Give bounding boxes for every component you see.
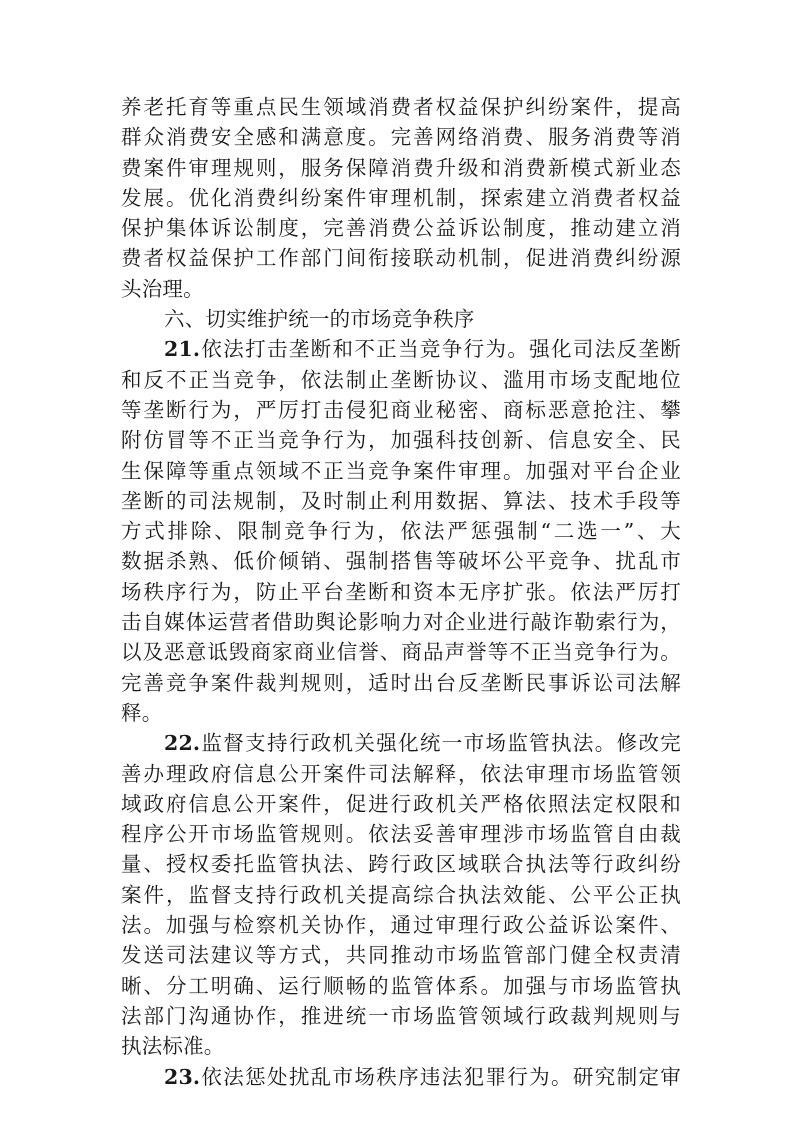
paragraph-line: 发送司法建议等方式，共同推动市场监管部门健全权责清 [121, 943, 681, 968]
document-body [121, 92, 681, 1092]
item-number: 22. [164, 731, 201, 756]
paragraph-line: 发展。优化消费纠纷案件审理机制，探索建立消费者权益 [121, 185, 681, 210]
paragraph-line: 量、授权委托监管执法、跨行政区域联合执法等行政纠纷 [121, 852, 681, 877]
paragraph-line: 数据杀熟、低价倾销、强制搭售等破坏公平竞争、扰乱市 [121, 549, 681, 574]
item-21-first-line [121, 334, 681, 364]
item-title: 监督支持行政机关强化统一市场监管执法。修改完 [200, 731, 681, 756]
paragraph-line: 方式排除、限制竞争行为，依法严惩强制“二选一”、大 [121, 519, 681, 544]
paragraph-line: 击自媒体运营者借助舆论影响力对企业进行敲诈勒索行为， [121, 610, 681, 635]
paragraph-line: 头治理。 [121, 276, 204, 301]
paragraph-line: 和反不正当竞争，依法制止垄断协议、滥用市场支配地位 [121, 367, 681, 392]
paragraph-line: 完善竞争案件裁判规则，适时出台反垄断民事诉讼司法解 [121, 670, 681, 695]
paragraph-line: 程序公开市场监管规则。依法妥善审理涉市场监管自由裁 [121, 822, 681, 847]
section-heading: 六、切实维护统一的市场竞争秩序 [164, 307, 475, 332]
paragraph-line: 晰、分工明确、运行顺畅的监管体系。加强与市场监管执 [121, 973, 681, 998]
item-title: 依法惩处扰乱市场秩序违法犯罪行为。研究制定审 [200, 1064, 681, 1089]
paragraph-line: 垄断的司法规制，及时制止利用数据、算法、技术手段等 [121, 488, 681, 513]
item-22-first-line [121, 728, 681, 758]
paragraph-line: 场秩序行为，防止平台垄断和资本无序扩张。依法严厉打 [121, 579, 681, 604]
paragraph-line: 生保障等重点领域不正当竞争案件审理。加强对平台企业 [121, 458, 681, 483]
paragraph-line: 执法标准。 [121, 1034, 225, 1059]
paragraph-line: 以及恶意诋毁商家商业信誉、商品声誉等不正当竞争行为。 [121, 640, 681, 665]
paragraph-line: 法。加强与检察机关协作，通过审理行政公益诉讼案件、 [121, 913, 681, 938]
item-title: 依法打击垄断和不正当竞争行为。强化司法反垄断 [200, 337, 681, 362]
paragraph-line: 群众消费安全感和满意度。完善网络消费、服务消费等消 [121, 125, 681, 150]
item-23-first-line [121, 1062, 681, 1092]
paragraph-line: 保护集体诉讼制度，完善消费公益诉讼制度，推动建立消 [121, 216, 681, 241]
paragraph-line: 释。 [121, 700, 163, 725]
item-number: 23. [164, 1064, 201, 1089]
paragraph-line: 费案件审理规则，服务保障消费升级和消费新模式新业态 [121, 155, 681, 180]
item-number: 21. [164, 337, 201, 362]
paragraph-line: 附仿冒等不正当竞争行为，加强科技创新、信息安全、民 [121, 428, 681, 453]
paragraph-line: 域政府信息公开案件，促进行政机关严格依照法定权限和 [121, 791, 681, 816]
paragraph-line: 等垄断行为，严厉打击侵犯商业秘密、商标恶意抢注、攀 [121, 397, 681, 422]
paragraph-line: 费者权益保护工作部门间衔接联动机制，促进消费纠纷源 [121, 246, 681, 271]
paragraph-line: 法部门沟通协作，推进统一市场监管领域行政裁判规则与 [121, 1003, 681, 1028]
paragraph-line: 养老托育等重点民生领域消费者权益保护纠纷案件，提高 [121, 95, 681, 119]
paragraph-line: 案件，监督支持行政机关提高综合执法效能、公平公正执 [121, 882, 681, 907]
paragraph-line: 善办理政府信息公开案件司法解释，依法审理市场监管领 [121, 761, 681, 786]
